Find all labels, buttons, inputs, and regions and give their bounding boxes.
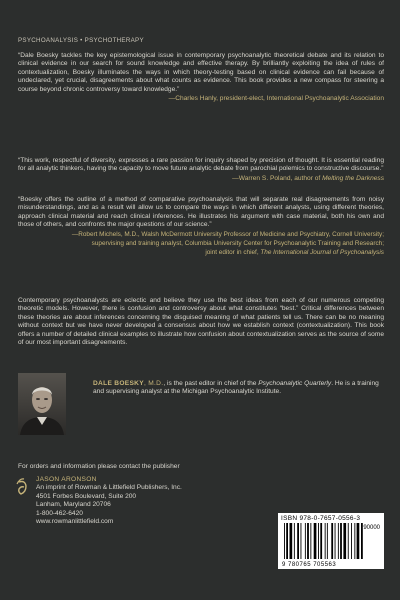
blurb-text: “Dale Boesky tackles the key epistemological issue in contemporary psychoanalytic theoretical debate and its relation to clinical evidence in our search for sound knowledge and effective therapy. By brilliantly exploiting the idea of rules of contextualization, Boesky illuminates the ways in which theory-testing based on clinical evidence can fail because of undeclared, yet crucial, disagreements about what counts as evidence. This book provides a new compass for steering a course beyond chronic controversy toward knowledge.” [18,52,384,93]
attribution-name: —Warren S. Poland, [232,174,293,182]
blurb-attribution-line-1: —Robert Michels, M.D., Walsh McDermott University Professor of Medicine and Psychiatry, Cornell University; [71,230,384,238]
publisher-info [36,476,182,526]
barcode-bar [354,523,355,559]
barcode [278,513,384,569]
author-portrait-image [18,373,66,435]
barcode-bar [286,523,288,559]
blurb-text: “Boesky offers the outline of a method of comparative psychoanalysis that will separate real disagreements from noisy misunderstandings, and as a result will allow us to compare the ways in which different analysts, using different theories, approach clinical material and reach clinical inferences. He illustrates his argument with case material, both his own and those of others, and confronts the major questions of our science.” [18,196,384,229]
barcode-bar [305,523,306,559]
category-label: PSYCHOANALYSIS • PSYCHOTHERAPY [18,37,144,44]
attribution-role: joint editor in chief, [205,249,261,257]
blurb-attribution: —Charles Hanly, president-elect, International Psychoanalytic Association [168,95,384,103]
barcode-bar [284,523,285,559]
publisher-address: 4501 Forbes Boulevard, Suite 200 [36,492,137,500]
blurb-attribution [18,175,384,183]
book-description: Contemporary psychoanalysts are eclectic and believe they use the best ideas from each of our numerous competing theoretic models. However, there is confusion and controversy about what constitutes “best.” Critical differences between these theories are about inferences concerning the disguised meaning of what patients tell us. There can be no meaning without context but we have never developed a consensus about how we establish context (contextualization). This book offers a number of detailed clinical examples to illustrate how confusion about contextualization serves as the source of some of our most important disagreements. [18,297,384,347]
publisher-website: www.rowmanlittlefield.com [36,518,114,526]
price-code: 90000 [363,525,380,531]
ean-number: 9 780765 705563 [282,562,337,568]
barcode-bar [357,523,360,559]
barcode-bar [310,523,311,559]
barcode-bar [361,523,363,559]
author-bio-text: , is the past editor in chief of the [163,380,259,387]
barcode-bar [320,523,322,559]
barcode-bar [301,523,302,559]
orders-info: For orders and information please contact the publisher [18,463,180,470]
barcode-bar [297,523,299,559]
barcode-bar [348,523,349,559]
barcode-bar [314,523,317,559]
barcode-bar [307,523,309,559]
author-bio [93,380,385,397]
blurb-poland [18,157,384,183]
barcode-bar [351,523,352,559]
barcode-bar [327,523,328,559]
author-credentials: , M.D. [143,380,164,387]
blurb-attribution-line-3 [18,249,384,257]
barcode-bars [284,523,380,561]
barcode-bar [325,523,326,559]
attribution-role: author of [292,174,323,182]
barcode-bar [335,523,336,559]
blurb-text: “This work, respectful of diversity, expresses a rare passion for inquiry shaped by precision of thought. It is essential reading for all analytic thinkers, having the capacity to move future analytic debate from parochial polemics to constructive discourse.” [18,157,384,173]
barcode-bar [338,523,339,559]
author-journal-title: Psychoanalytic Quarterly [258,380,332,387]
isbn-text: ISBN 978-0-7657-0556-3 [281,515,361,522]
author-name: DALE BOESKY [93,380,144,387]
attribution-book-title: Melting the Darkness [322,174,384,182]
barcode-bar [294,523,295,559]
barcode-bar [290,523,293,559]
barcode-bar [318,523,319,559]
author-photo [18,373,66,435]
blurb-hanly [18,52,384,103]
publisher-logo-icon [16,476,28,496]
publisher-city: Lanham, Maryland 20706 [36,501,111,509]
publisher-imprint: An imprint of Rowman & Littlefield Publishers, Inc. [36,484,182,492]
barcode-bar [331,523,333,559]
attribution-journal-title: The International Journal of Psychoanalysis [260,249,384,257]
blurb-michels [18,196,384,257]
publisher-phone: 1-800-462-6420 [36,509,83,517]
barcode-bar [340,523,342,559]
blurb-attribution-line-2: supervising and training analyst, Columbia University Center for Psychoanalytic Training and Research; [91,239,384,247]
barcode-bar [343,523,346,559]
publisher-name: JASON ARONSON [36,476,97,483]
author-bio-text-2: . He is a training and supervising analyst at the Michigan Psychoanalytic Institute. [93,380,379,396]
